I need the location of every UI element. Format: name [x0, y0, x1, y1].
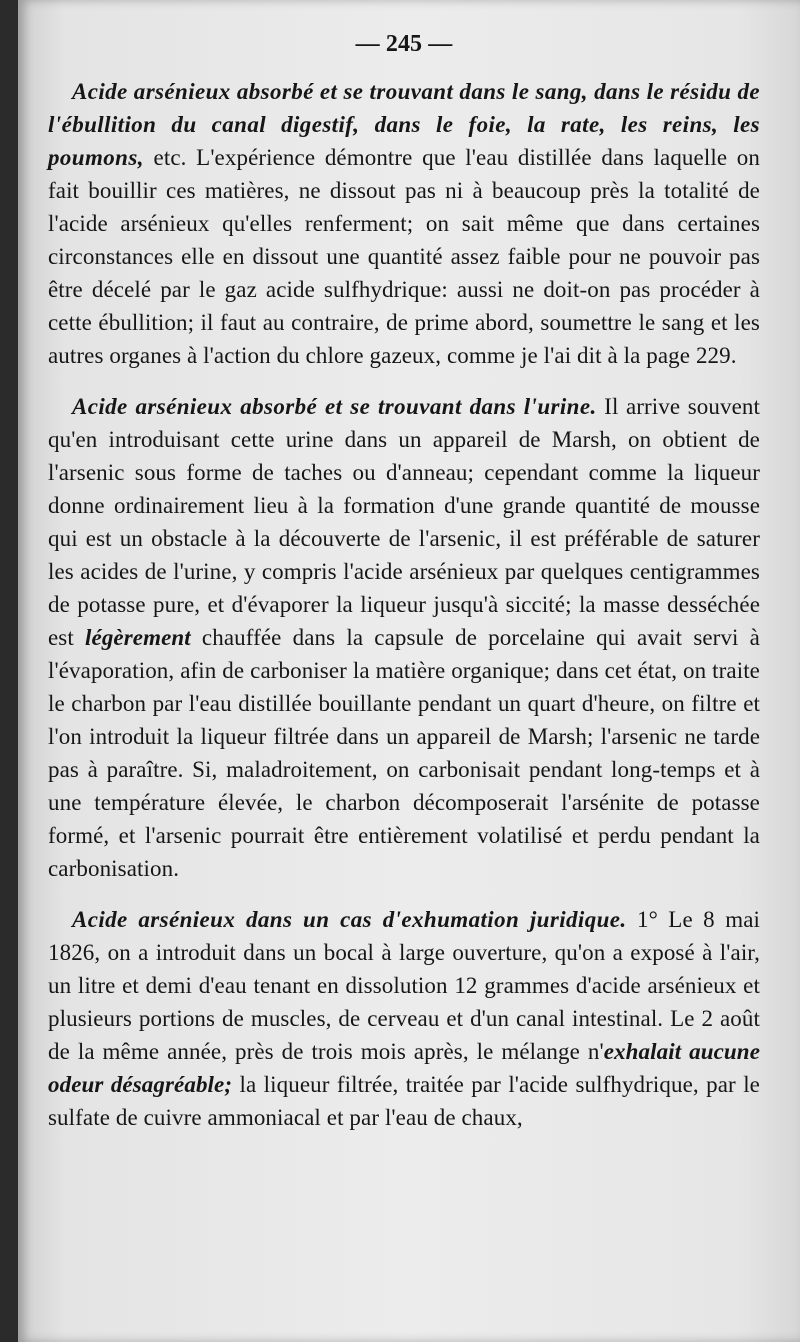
book-page [18, 0, 800, 1342]
paragraph-body: etc. L'expérience démontre que l'eau distillée dans laquelle on fait bouillir ces matières, ne dissout pas ni à beaucoup près la totalité de l'acide arsénieux qu'elles renferment; on sait même que dans certaines circonstances elle en dissout une quantité assez faible pour ne pouvoir pas être décelé par le gaz acide sulfhydrique: aussi ne doit-on pas procéder à cette ébullition; il faut au contraire, de prime abord, soumettre le sang et les autres organes à l'action du chlore gazeux, comme je l'ai dit à la page 229. [48, 145, 760, 368]
paragraph-body: la liqueur filtrée, traitée par l'acide sulfhydrique, par le sulfate de cuivre ammoniacal et par l'eau de chaux, [48, 1072, 760, 1130]
paragraph-body: chauffée dans la capsule de porcelaine qui avait servi à l'évaporation, afin de carboniser la matière organique; dans cet état, on traite le charbon par l'eau distillée bouillante pendant un quart d'heure, on filtre et l'on introduit la liqueur filtrée dans un appareil de Marsh; l'arsenic ne tarde pas à paraître. Si, maladroitement, on carbonisait pendant long-temps et à une température élevée, le charbon décomposerait l'arsénite de potasse formé, et l'arsenic pourrait être entièrement volatilisé et perdu pendant la carbonisation. [48, 625, 760, 881]
paragraph-body: Il arrive souvent qu'en introduisant cette urine dans un appareil de Marsh, on obtient de l'arsenic sous forme de taches ou d'anneau; cependant comme la liqueur donne ordinairement lieu à la formation d'une grande quantité de mousse qui est un obstacle à la découverte de l'arsenic, il est préférable de saturer les acides de l'urine, y compris l'acide arsénieux par quelques centigrammes de potasse pure, et d'évaporer la liqueur jusqu'à siccité; la masse desséchée est [48, 394, 760, 650]
emphasis-text: légèrement [85, 625, 191, 650]
emphasis-text: exhalait aucune odeur désagréable; [48, 1039, 761, 1097]
paragraph-exhumation [48, 903, 760, 1134]
page-text [48, 28, 760, 1134]
paragraph-blood-organs [48, 75, 760, 372]
section-heading-exhumation: Acide arsénieux dans un cas d'exhumation juridique. [72, 907, 627, 932]
paragraph-body: 1° Le 8 mai 1826, on a introduit dans un bocal à large ouverture, qu'on a exposé à l'air, un litre et demi d'eau tenant en dissolution 12 grammes d'acide arsénieux et plusieurs portions de muscles, de cerveau et d'un canal intestinal. Le 2 août de la même année, près de trois mois après, le mélange n' [48, 907, 760, 1064]
paragraph-urine [48, 390, 760, 885]
section-heading-blood: Acide arsénieux absorbé et se trouvant dans le sang, dans le résidu de l'ébullition du canal digestif, dans le foie, la rate, les reins, les poumons, [48, 79, 761, 170]
section-heading-urine: Acide arsénieux absorbé et se trouvant dans l'urine. [72, 394, 597, 419]
page-number: — 245 — [355, 31, 453, 57]
